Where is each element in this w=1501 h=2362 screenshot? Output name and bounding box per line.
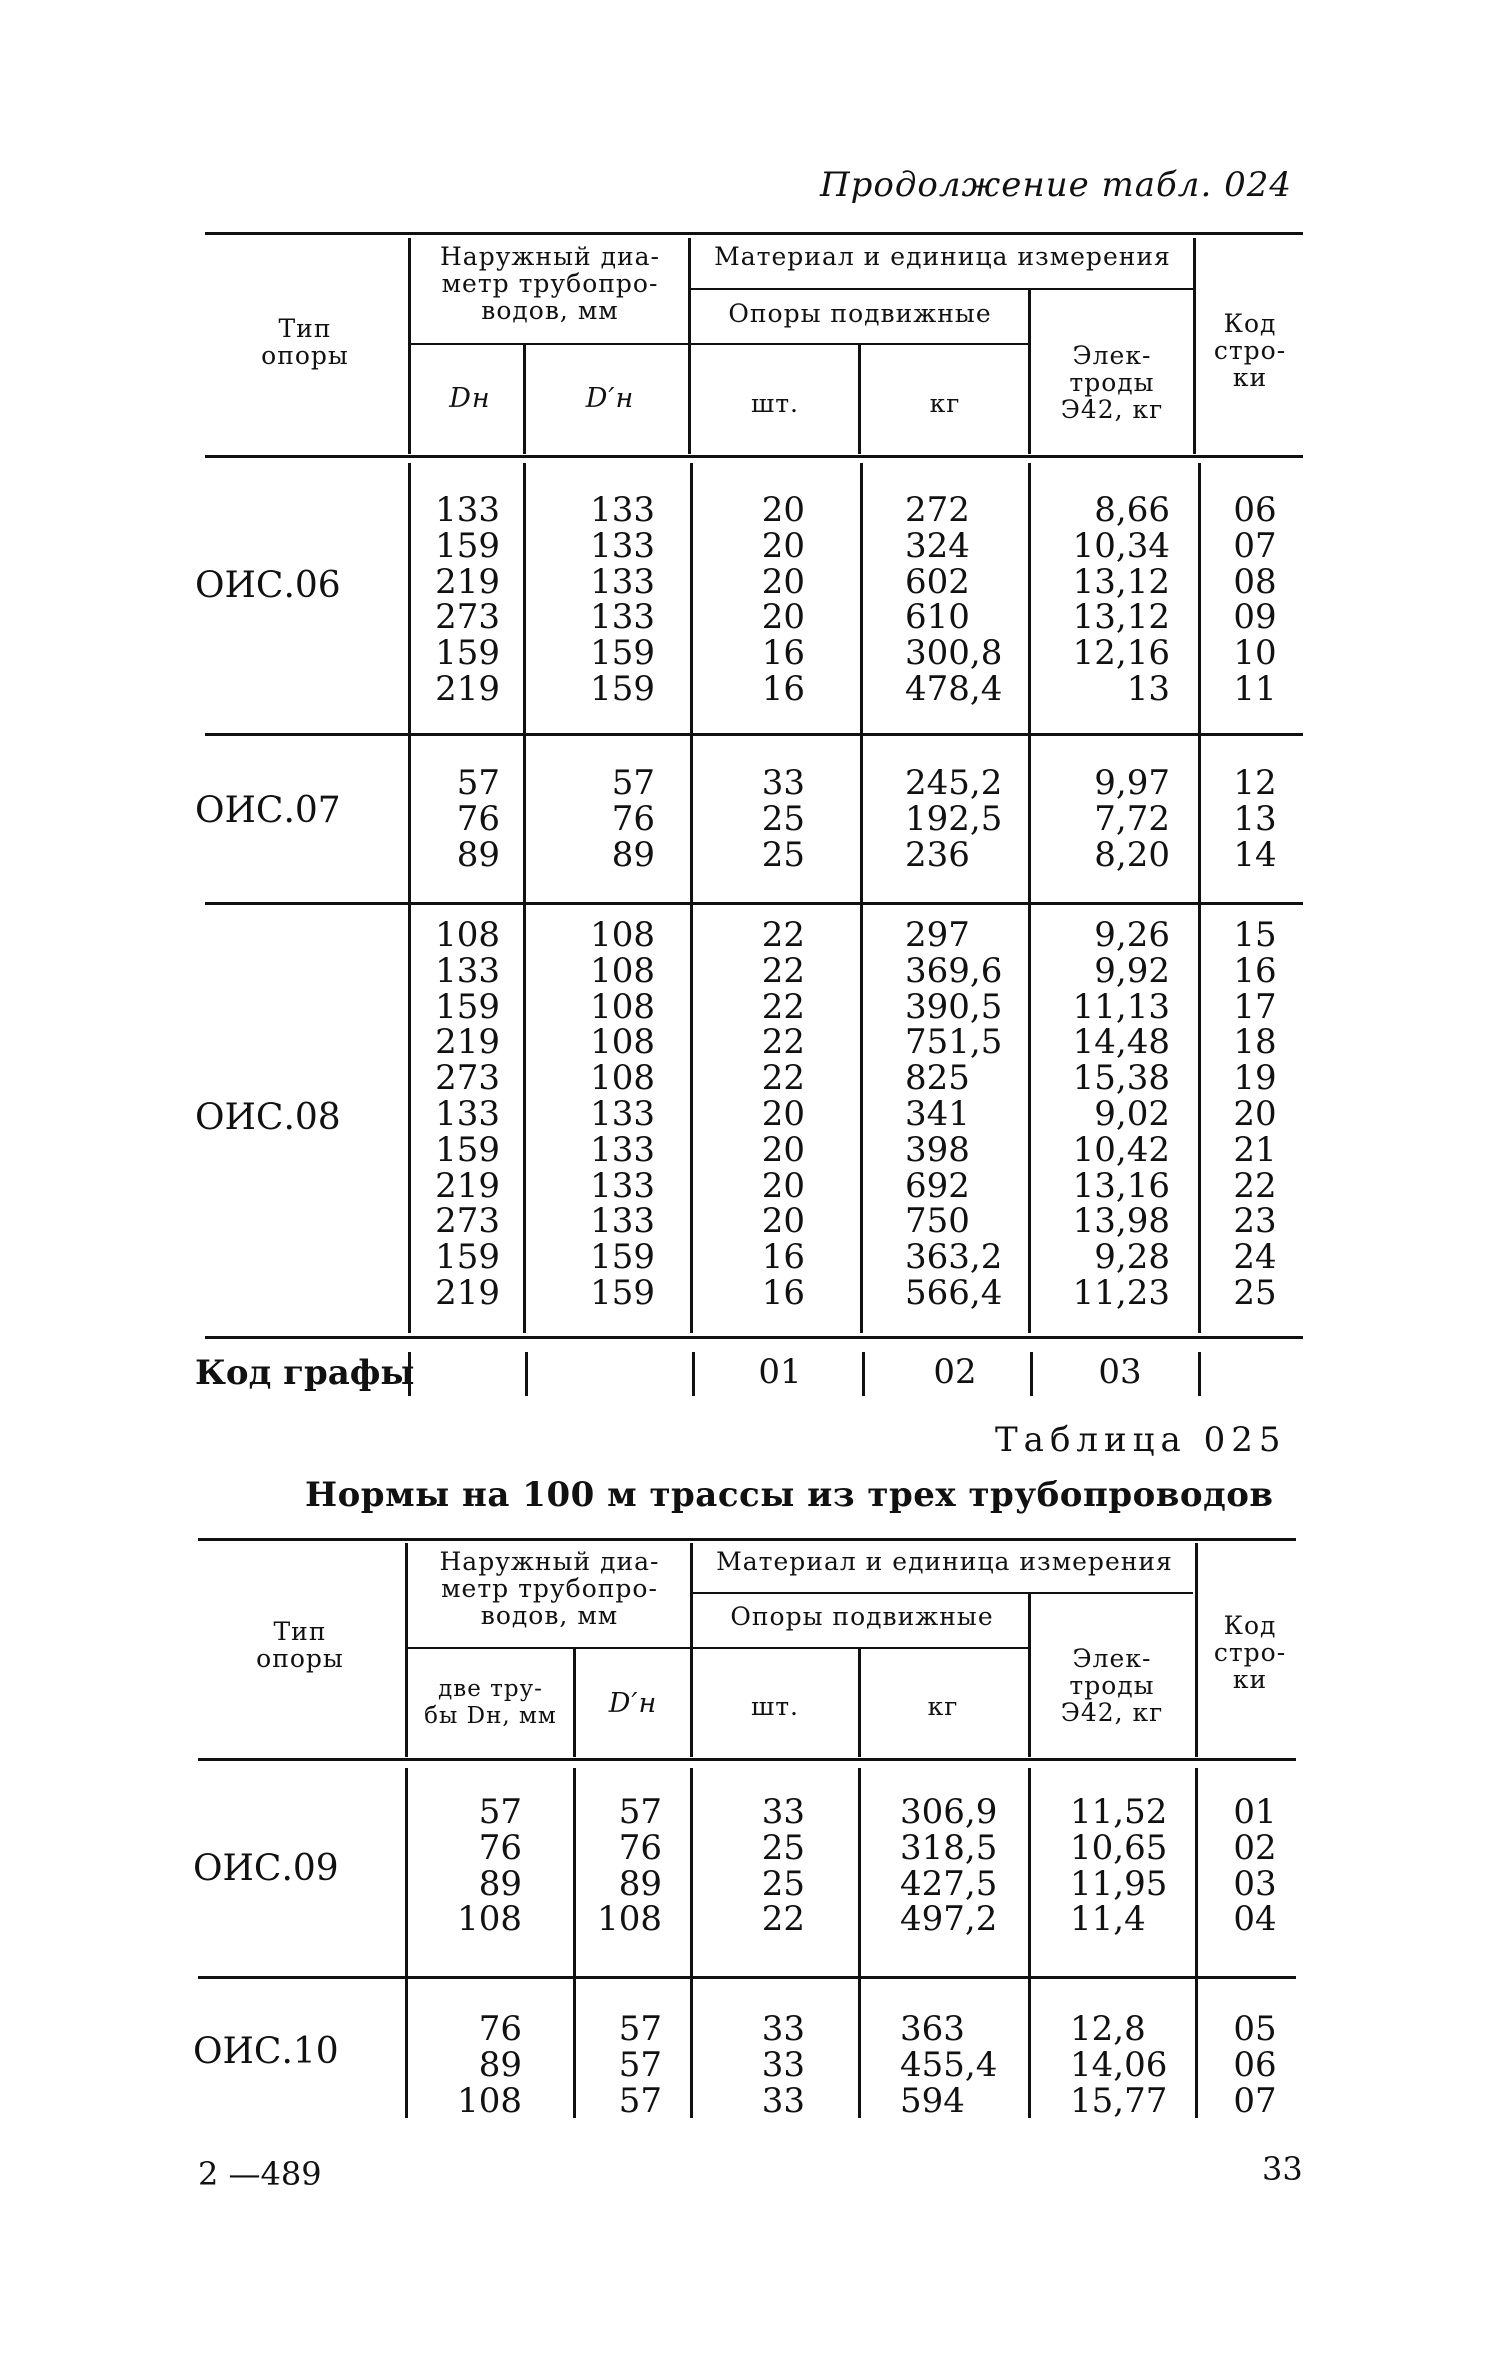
cell-pcs: 16 (761, 633, 805, 674)
cell-codes: 10 (1233, 633, 1277, 674)
t25-v-body-2 (573, 1768, 576, 2118)
column-codes (1225, 1792, 1285, 1940)
cell-codes: 23 (1233, 1201, 1277, 1242)
v-header-4 (858, 345, 861, 454)
cell-codes: 11 (1233, 668, 1277, 709)
cell-kg: 610 (905, 597, 970, 638)
cell-electrodes: 9,28 (1094, 1237, 1170, 1278)
cell-kg: 478,4 (905, 668, 1003, 709)
cell-kg: 341 (905, 1093, 970, 1134)
cell-codes: 21 (1233, 1129, 1277, 1170)
v-code-2 (525, 1352, 528, 1396)
t25-header-outer-diameter: Наружный диа- метр трубопро- водов, мм (439, 1547, 660, 1630)
group-label-ois07: ОИС.07 (195, 790, 341, 831)
cell-codes: 09 (1233, 597, 1277, 638)
column-dn_prime (560, 763, 655, 875)
header-type: Тип опоры (261, 314, 349, 370)
cell-kg: 363 (900, 2009, 965, 2049)
t25-header-two-pipes: две тру- бы Dн, мм (424, 1676, 557, 1729)
cell-dn_prime: 133 (590, 561, 655, 602)
cell-dn_prime: 57 (618, 2044, 662, 2085)
column-dn_prime (560, 915, 655, 1313)
group-rule-2 (205, 902, 1303, 905)
cell-electrodes: 11,13 (1072, 986, 1170, 1027)
column-codes (1225, 763, 1285, 875)
cell-codes: 13 (1233, 798, 1277, 839)
cell-pcs: 22 (761, 950, 805, 991)
cell-electrodes: 13,12 (1072, 597, 1170, 638)
cell-dn_prime: 159 (590, 668, 655, 709)
cell-dn_prime: 133 (590, 597, 655, 638)
t25-supports-header-rule (693, 1647, 1030, 1649)
cell-pcs: 33 (761, 2044, 805, 2085)
header-dn-prime: D′н (585, 383, 635, 414)
cell-dn_prime: 108 (590, 1022, 655, 1063)
cell-dn: 159 (435, 1237, 500, 1278)
cell-codes: 02 (1233, 1827, 1277, 1868)
cell-codes: 25 (1233, 1272, 1277, 1313)
material-header-rule (690, 288, 1195, 290)
cell-pcs: 33 (761, 763, 805, 803)
cell-pcs: 25 (761, 798, 805, 839)
cell-kg: 306,9 (900, 1792, 998, 1832)
cell-dn_prime: 108 (590, 915, 655, 955)
cell-pcs: 22 (761, 1022, 805, 1063)
t25-diameter-header-rule (408, 1647, 693, 1649)
cell-kg: 390,5 (905, 986, 1003, 1027)
cell-kg: 236 (905, 834, 970, 875)
cell-electrodes: 10,42 (1072, 1129, 1170, 1170)
v-body-5 (1028, 463, 1031, 1333)
t25-header-pcs: шт. (750, 1692, 800, 1721)
v-code-3 (692, 1352, 695, 1396)
cell-dn: 219 (435, 1165, 500, 1206)
cell-dn: 89 (478, 2044, 522, 2085)
table024-body-bottom-rule (205, 1336, 1303, 1339)
cell-dn: 159 (435, 525, 500, 566)
cell-dn_prime: 133 (590, 1129, 655, 1170)
cell-electrodes: 13,98 (1072, 1201, 1170, 1242)
header-pcs: шт. (750, 389, 800, 418)
cell-dn: 108 (457, 1899, 522, 1940)
cell-electrodes: 12,8 (1070, 2009, 1146, 2049)
cell-pcs: 16 (761, 668, 805, 709)
cell-codes: 07 (1233, 525, 1277, 566)
t25-header-dn-prime: D′н (608, 1688, 658, 1719)
table025-header-bottom-rule (198, 1758, 1296, 1761)
cell-dn_prime: 89 (611, 834, 655, 875)
cell-electrodes: 15,38 (1072, 1058, 1170, 1099)
group-label-ois10: ОИС.10 (193, 2031, 339, 2072)
cell-pcs: 33 (761, 2009, 805, 2049)
cell-kg: 602 (905, 561, 970, 602)
cell-kg: 363,2 (905, 1237, 1003, 1278)
t25-v-header-5 (1028, 1594, 1031, 1757)
cell-codes: 08 (1233, 561, 1277, 602)
cell-kg: 318,5 (900, 1827, 998, 1868)
page-number: 33 (1262, 2150, 1303, 2188)
continuation-title: Продолжение табл. 024 (820, 165, 1292, 205)
cell-pcs: 25 (761, 834, 805, 875)
cell-kg: 566,4 (905, 1272, 1003, 1313)
cell-electrodes: 11,23 (1072, 1272, 1170, 1313)
cell-pcs: 20 (761, 1201, 805, 1242)
t25-v-header-2 (573, 1649, 576, 1757)
v-body-1 (408, 463, 411, 1333)
column-kg (900, 2009, 1020, 2121)
column-codes (1225, 915, 1285, 1313)
t25-v-header-3 (690, 1543, 693, 1757)
cell-electrodes: 14,06 (1070, 2044, 1168, 2085)
header-dn: Dн (449, 383, 491, 414)
cell-pcs: 22 (761, 1058, 805, 1099)
column-pcs (735, 915, 805, 1313)
cell-codes: 06 (1233, 2044, 1277, 2085)
cell-kg: 300,8 (905, 633, 1003, 674)
cell-codes: 16 (1233, 950, 1277, 991)
cell-dn_prime: 133 (590, 525, 655, 566)
t25-header-electrodes: Элек- троды Э42, кг (1060, 1644, 1164, 1727)
cell-pcs: 22 (761, 1899, 805, 1940)
cell-kg: 192,5 (905, 798, 1003, 839)
cell-dn_prime: 57 (618, 2009, 662, 2049)
cell-electrodes: 9,02 (1094, 1093, 1170, 1134)
cell-dn_prime: 133 (590, 490, 655, 530)
cell-kg: 497,2 (900, 1899, 998, 1940)
cell-dn: 159 (435, 1129, 500, 1170)
cell-codes: 01 (1233, 1792, 1277, 1832)
cell-dn_prime: 159 (590, 1237, 655, 1278)
cell-dn: 108 (457, 2080, 522, 2121)
cell-electrodes: 10,34 (1072, 525, 1170, 566)
cell-codes: 14 (1233, 834, 1277, 875)
t25-v-body-5 (1028, 1768, 1031, 2118)
cell-codes: 05 (1233, 2009, 1277, 2049)
column-electrodes (1070, 1792, 1190, 1940)
cell-dn_prime: 57 (611, 763, 655, 803)
cell-dn_prime: 108 (597, 1899, 662, 1940)
cell-dn: 89 (478, 1863, 522, 1904)
column-kg (900, 1792, 1020, 1940)
cell-dn_prime: 108 (590, 1058, 655, 1099)
cell-dn_prime: 133 (590, 1201, 655, 1242)
column-pcs (735, 2009, 805, 2121)
column-dn (415, 763, 500, 875)
v-body-2 (523, 463, 526, 1333)
cell-dn: 76 (478, 1827, 522, 1868)
cell-kg: 245,2 (905, 763, 1003, 803)
v-header-1 (408, 238, 411, 454)
cell-dn: 108 (435, 915, 500, 955)
graph-code-electrodes: 03 (1098, 1352, 1142, 1392)
t25-header-type: Тип опоры (256, 1617, 344, 1673)
cell-kg: 455,4 (900, 2044, 998, 2085)
table025-top-rule (198, 1538, 1296, 1541)
cell-electrodes: 13,16 (1072, 1165, 1170, 1206)
cell-electrodes: 11,95 (1070, 1863, 1168, 1904)
graph-code-kg: 02 (933, 1352, 977, 1392)
cell-electrodes: 14,48 (1072, 1022, 1170, 1063)
header-supports: Опоры подвижные (728, 299, 992, 328)
table024-top-rule (205, 232, 1303, 235)
cell-codes: 12 (1233, 763, 1277, 803)
cell-pcs: 20 (761, 525, 805, 566)
t25-v-body-1 (405, 1768, 408, 2118)
column-dn_prime (560, 490, 655, 709)
cell-kg: 427,5 (900, 1863, 998, 1904)
cell-pcs: 22 (761, 915, 805, 955)
column-pcs (735, 490, 805, 709)
cell-dn_prime: 108 (590, 986, 655, 1027)
cell-codes: 04 (1233, 1899, 1277, 1940)
group-label-ois06: ОИС.06 (195, 565, 341, 606)
v-code-4 (862, 1352, 865, 1396)
column-kg (905, 763, 1025, 875)
cell-kg: 750 (905, 1201, 970, 1242)
column-dn (415, 915, 500, 1313)
cell-codes: 15 (1233, 915, 1277, 955)
cell-dn: 219 (435, 668, 500, 709)
v-header-6 (1193, 238, 1196, 454)
t25-v-header-6 (1195, 1543, 1198, 1757)
column-electrodes (1035, 915, 1170, 1313)
header-row-code: Код стро- ки (1213, 309, 1287, 392)
group-label-ois08: ОИС.08 (195, 1097, 341, 1138)
cell-electrodes: 9,92 (1094, 950, 1170, 991)
v-code-5 (1030, 1352, 1033, 1396)
v-header-3 (688, 238, 691, 454)
cell-electrodes: 8,20 (1094, 834, 1170, 875)
cell-dn: 273 (435, 1058, 500, 1099)
v-body-6 (1198, 463, 1201, 1333)
cell-dn: 76 (456, 798, 500, 839)
v-body-3 (690, 463, 693, 1333)
cell-dn_prime: 159 (590, 1272, 655, 1313)
cell-kg: 272 (905, 490, 970, 530)
column-pcs (735, 763, 805, 875)
cell-kg: 751,5 (905, 1022, 1003, 1063)
v-header-5 (1028, 290, 1031, 454)
cell-dn: 133 (435, 1093, 500, 1134)
t25-v-body-3 (690, 1768, 693, 2118)
header-electrodes: Элек- троды Э42, кг (1060, 341, 1164, 424)
cell-pcs: 20 (761, 490, 805, 530)
cell-electrodes: 11,4 (1070, 1899, 1146, 1940)
cell-dn: 89 (456, 834, 500, 875)
cell-dn_prime: 76 (611, 798, 655, 839)
cell-dn: 219 (435, 561, 500, 602)
cell-pcs: 33 (761, 2080, 805, 2121)
column-dn (440, 1792, 522, 1940)
cell-electrodes: 13,12 (1072, 561, 1170, 602)
cell-pcs: 20 (761, 1129, 805, 1170)
cell-pcs: 20 (761, 1165, 805, 1206)
table025-caption: Таблица 025 (995, 1420, 1287, 1460)
cell-codes: 20 (1233, 1093, 1277, 1134)
cell-electrodes: 15,77 (1070, 2080, 1168, 2121)
cell-kg: 594 (900, 2080, 965, 2121)
cell-pcs: 20 (761, 561, 805, 602)
cell-pcs: 25 (761, 1863, 805, 1904)
cell-kg: 692 (905, 1165, 970, 1206)
group-label-ois09: ОИС.09 (193, 1848, 339, 1889)
cell-dn_prime: 133 (590, 1093, 655, 1134)
cell-codes: 19 (1233, 1058, 1277, 1099)
cell-electrodes: 9,26 (1094, 915, 1170, 955)
diameter-header-rule (410, 343, 690, 345)
cell-kg: 825 (905, 1058, 970, 1099)
column-kg (905, 490, 1025, 709)
footer-signature: 2 —489 (198, 2155, 322, 2193)
column-electrodes (1070, 2009, 1190, 2121)
cell-dn_prime: 133 (590, 1165, 655, 1206)
t25-group-rule (198, 1976, 1296, 1979)
header-kg: кг (929, 389, 961, 418)
cell-dn: 57 (456, 763, 500, 803)
cell-electrodes: 9,97 (1094, 763, 1170, 803)
cell-dn: 57 (478, 1792, 522, 1832)
cell-pcs: 22 (761, 986, 805, 1027)
cell-codes: 22 (1233, 1165, 1277, 1206)
table025-title: Нормы на 100 м трассы из трех трубопроводов (305, 1475, 1274, 1515)
v-body-4 (860, 463, 863, 1333)
column-dn_prime (590, 2009, 662, 2121)
column-dn (440, 2009, 522, 2121)
cell-electrodes: 7,72 (1094, 798, 1170, 839)
group-rule-1 (205, 733, 1303, 736)
cell-dn_prime: 89 (618, 1863, 662, 1904)
cell-dn: 273 (435, 1201, 500, 1242)
cell-dn_prime: 57 (618, 1792, 662, 1832)
cell-electrodes: 8,66 (1094, 490, 1170, 530)
cell-dn: 133 (435, 950, 500, 991)
column-kg (905, 915, 1025, 1313)
cell-electrodes: 10,65 (1070, 1827, 1168, 1868)
cell-dn: 76 (478, 2009, 522, 2049)
cell-dn: 159 (435, 633, 500, 674)
t25-header-supports: Опоры подвижные (730, 1602, 994, 1631)
column-electrodes (1035, 763, 1170, 875)
column-dn_prime (590, 1792, 662, 1940)
cell-dn: 219 (435, 1272, 500, 1313)
t25-header-row-code: Код стро- ки (1213, 1611, 1287, 1694)
cell-codes: 03 (1233, 1863, 1277, 1904)
cell-pcs: 20 (761, 597, 805, 638)
cell-dn_prime: 57 (618, 2080, 662, 2121)
t25-v-body-6 (1195, 1768, 1198, 2118)
cell-codes: 18 (1233, 1022, 1277, 1063)
cell-codes: 24 (1233, 1237, 1277, 1278)
t25-material-header-rule (693, 1592, 1193, 1594)
t25-header-material: Материал и единица измерения (716, 1547, 1173, 1576)
cell-pcs: 20 (761, 1093, 805, 1134)
column-codes (1225, 2009, 1285, 2121)
cell-electrodes: 11,52 (1070, 1792, 1168, 1832)
v-header-2 (523, 345, 526, 454)
cell-electrodes: 13 (1126, 668, 1170, 709)
cell-dn: 159 (435, 986, 500, 1027)
column-pcs (735, 1792, 805, 1940)
cell-dn_prime: 108 (590, 950, 655, 991)
t25-v-header-4 (858, 1649, 861, 1757)
cell-dn_prime: 159 (590, 633, 655, 674)
cell-kg: 398 (905, 1129, 970, 1170)
cell-electrodes: 12,16 (1072, 633, 1170, 674)
column-codes (1225, 490, 1285, 709)
table024-header-bottom-rule (205, 455, 1303, 458)
cell-codes: 07 (1233, 2080, 1277, 2121)
header-material: Материал и единица измерения (714, 242, 1171, 271)
cell-codes: 17 (1233, 986, 1277, 1027)
cell-pcs: 33 (761, 1792, 805, 1832)
graph-code-pcs: 01 (758, 1352, 802, 1392)
column-electrodes (1035, 490, 1170, 709)
cell-kg: 369,6 (905, 950, 1003, 991)
cell-dn: 273 (435, 597, 500, 638)
graph-code-label: Код графы (195, 1353, 415, 1393)
cell-kg: 297 (905, 915, 970, 955)
cell-pcs: 25 (761, 1827, 805, 1868)
column-dn (415, 490, 500, 709)
cell-pcs: 16 (761, 1237, 805, 1278)
header-outer-diameter: Наружный диа- метр трубопро- водов, мм (440, 242, 660, 325)
cell-pcs: 16 (761, 1272, 805, 1313)
cell-dn: 133 (435, 490, 500, 530)
t25-header-kg: кг (927, 1692, 959, 1721)
cell-dn: 219 (435, 1022, 500, 1063)
cell-dn_prime: 76 (618, 1827, 662, 1868)
v-code-6 (1198, 1352, 1201, 1396)
cell-kg: 324 (905, 525, 970, 566)
t25-v-body-4 (858, 1768, 861, 2118)
cell-codes: 06 (1233, 490, 1277, 530)
